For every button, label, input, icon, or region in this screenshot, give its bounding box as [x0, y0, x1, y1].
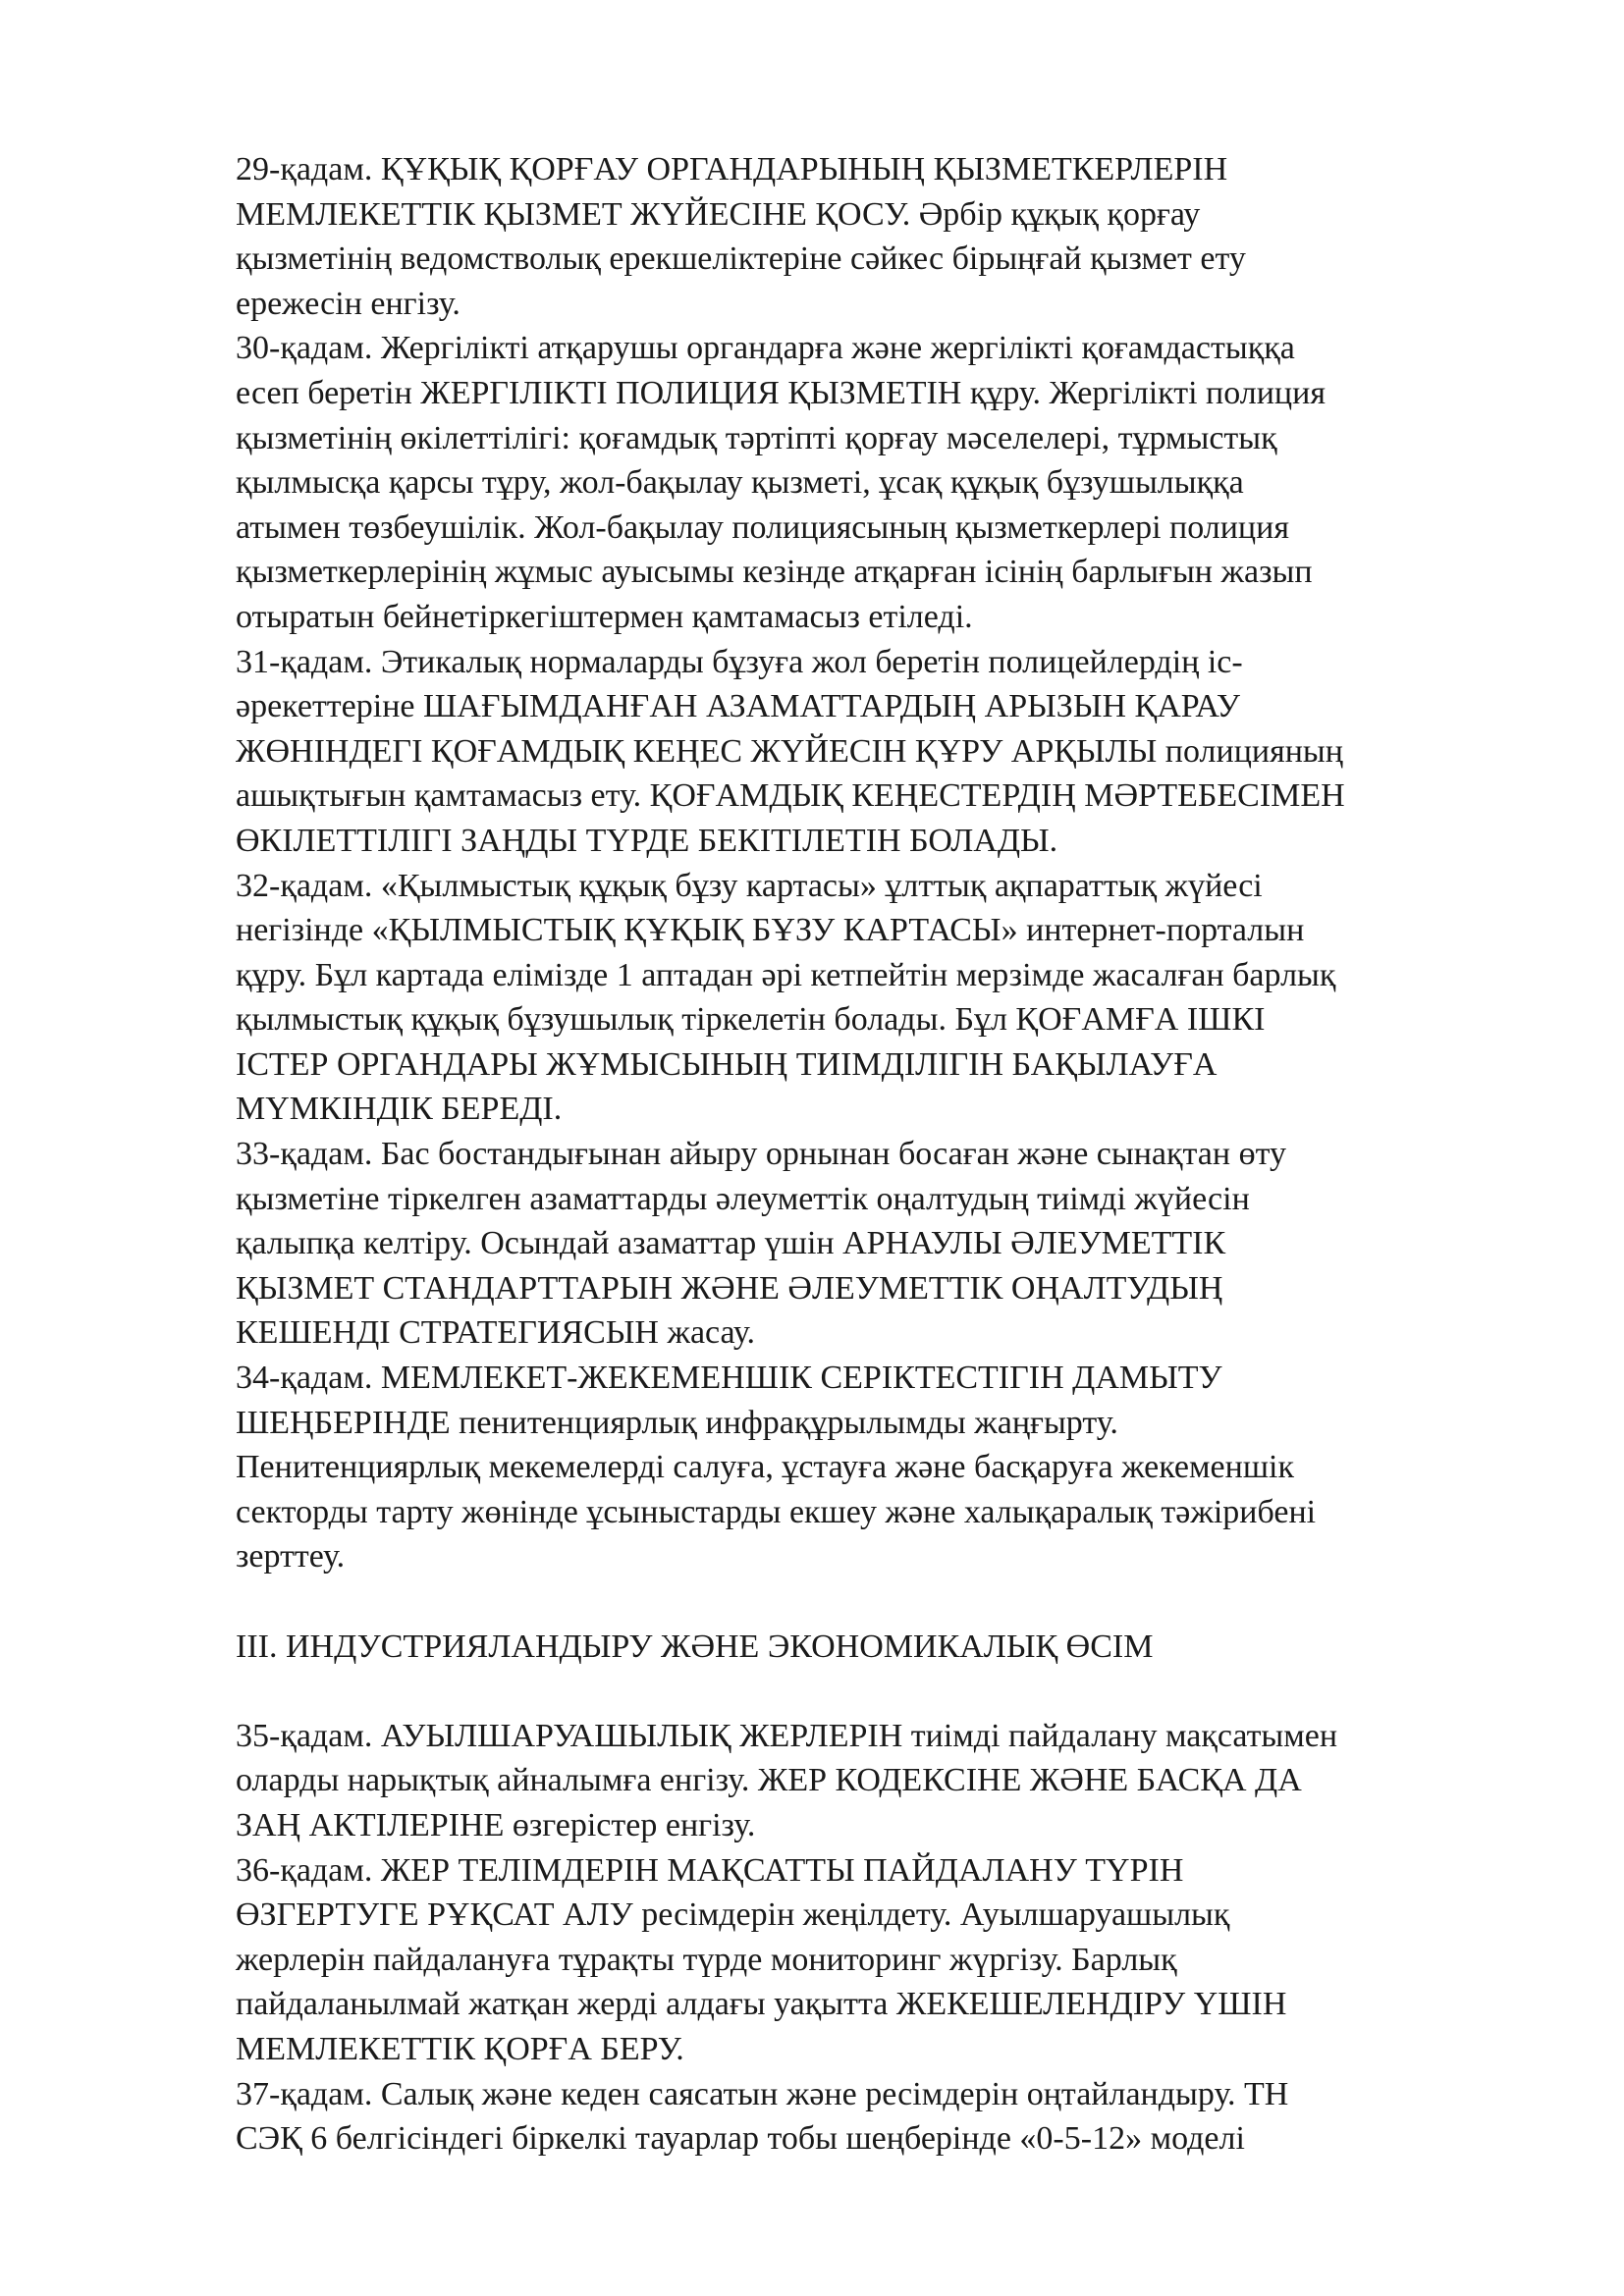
- step-37-line: СЭҚ 6 белгісіндегі біркелкі тауарлар тобы шеңберінде «0-5-12» моделі: [236, 2120, 1245, 2158]
- step-31-line: ӨКІЛЕТТІЛІГІ ЗАҢДЫ ТҮРДЕ БЕКІТІЛЕТІН БОЛАДЫ.: [236, 822, 1058, 859]
- step-33-line: қызметіне тіркелген азаматтарды әлеуметтік оңалтудың тиімді жүйесін: [236, 1180, 1250, 1217]
- step-36-line: жерлерін пайдалануға тұрақты түрде мониторинг жүргізу. Барлық: [236, 1941, 1177, 1978]
- step-36-line: 36-қадам. ЖЕР ТЕЛІМДЕРІН МАҚСАТТЫ ПАЙДАЛАНУ ТҮРІН: [236, 1851, 1184, 1889]
- step-33-paragraph: [236, 1132, 1532, 1356]
- blank-line: [236, 1669, 1532, 1714]
- step-33-line: ҚЫЗМЕТ СТАНДАРТТАРЫН ЖӘНЕ ӘЛЕУМЕТТІК ОҢАЛТУДЫҢ: [236, 1269, 1223, 1307]
- section-heading-text: III. ИНДУСТРИЯЛАНДЫРУ ЖӘНЕ ЭКОНОМИКАЛЫҚ ӨСІМ: [236, 1628, 1154, 1665]
- step-35-paragraph: [236, 1714, 1532, 1848]
- step-29-line: 29-қадам. ҚҰҚЫҚ ҚОРҒАУ ОРГАНДАРЫНЫҢ ҚЫЗМЕТКЕРЛЕРІН: [236, 151, 1228, 187]
- step-33-line: КЕШЕНДІ СТРАТЕГИЯСЫН жасау.: [236, 1314, 756, 1352]
- step-31-line: әрекеттеріне ШАҒЫМДАНҒАН АЗАМАТТАРДЫҢ АРЫЗЫН ҚАРАУ: [236, 688, 1240, 725]
- step-32-line: құру. Бұл картада елімізде 1 аптадан әрі кетпейтін мерзімде жасалған барлық: [236, 956, 1336, 993]
- step-31-paragraph: [236, 640, 1532, 864]
- step-30-line: есеп беретін ЖЕРГІЛІКТІ ПОЛИЦИЯ ҚЫЗМЕТІН құру. Жергілікті полиция: [236, 374, 1326, 411]
- step-29-line: МЕМЛЕКЕТТІК ҚЫЗМЕТ ЖҮЙЕСІНЕ ҚОСУ. Әрбір құқық қорғау: [236, 195, 1201, 233]
- step-32-line: МҮМКІНДІК БЕРЕДІ.: [236, 1091, 563, 1128]
- step-34-paragraph: [236, 1356, 1532, 1579]
- section-heading: [236, 1625, 1532, 1670]
- step-33-line: 33-қадам. Бас бостандығынан айыру орнынан босаған және сынақтан өту: [236, 1136, 1287, 1173]
- step-34-line: секторды тарту жөнінде ұсыныстарды екшеу және халықаралық тәжірибені: [236, 1493, 1317, 1530]
- step-32-line: қылмыстық құқық бұзушылық тіркелетін болады. Бұл ҚОҒАМҒА ІШКІ: [236, 1001, 1266, 1039]
- step-32-line: негізінде «ҚЫЛМЫСТЫҚ ҚҰҚЫҚ БҰЗУ КАРТАСЫ» интернет-порталын: [236, 912, 1305, 949]
- step-37-line: 37-қадам. Салық және кеден саясатын және ресімдерін оңтайландыру. ТН: [236, 2075, 1289, 2112]
- step-34-line: ШЕҢБЕРІНДЕ пенитенциярлық инфрақұрылымды жаңғырту.: [236, 1404, 1118, 1441]
- step-30-line: қызметкерлерінің жұмыс ауысымы кезінде атқарған ісінің барлығын жазып: [236, 554, 1313, 591]
- step-32-paragraph: [236, 864, 1532, 1133]
- step-29-line: ережесін енгізу.: [236, 285, 460, 322]
- step-30-paragraph: [236, 326, 1532, 639]
- step-35-line: ЗАҢ АКТІЛЕРІНЕ өзгерістер енгізу.: [236, 1806, 756, 1843]
- step-35-line: 35-қадам. АУЫЛШАРУАШЫЛЫҚ ЖЕРЛЕРІН тиімді пайдалану мақсатымен: [236, 1717, 1338, 1754]
- step-30-line: қылмысқа қарсы тұру, жол-бақылау қызметі, ұсақ құқық бұзушылыққа: [236, 464, 1244, 502]
- step-35-line: оларды нарықтық айналымға енгізу. ЖЕР КОДЕКСІНЕ ЖӘНЕ БАСҚА ДА: [236, 1762, 1302, 1799]
- step-36-line: ӨЗГЕРТУГЕ РҰҚСАТ АЛУ ресімдерін жеңілдету. Ауылшаруашылық: [236, 1896, 1230, 1934]
- step-30-line: 30-қадам. Жергілікті атқарушы органдарға және жергілікті қоғамдастыққа: [236, 330, 1295, 367]
- step-34-line: зерттеу.: [236, 1538, 346, 1575]
- step-32-line: ІСТЕР ОРГАНДАРЫ ЖҰМЫСЫНЫҢ ТИІМДІЛІГІН БАҚЫЛАУҒА: [236, 1045, 1218, 1083]
- step-30-line: отыратын бейнетіркегіштермен қамтамасыз етіледі.: [236, 598, 973, 635]
- step-31-line: ашықтығын қамтамасыз ету. ҚОҒАМДЫҚ КЕҢЕСТЕРДІҢ МӘРТЕБЕСІМЕН: [236, 777, 1345, 815]
- document-body: [236, 147, 1532, 2162]
- blank-line: [236, 1579, 1532, 1625]
- step-36-paragraph: [236, 1848, 1532, 2072]
- step-31-line: 31-қадам. Этикалық нормаларды бұзуға жол беретін полицейлердің іс-: [236, 643, 1243, 680]
- step-36-line: МЕМЛЕКЕТТІК ҚОРҒА БЕРУ.: [236, 2030, 684, 2067]
- step-29-line: қызметінің ведомстволық ерекшеліктеріне сәйкес бірыңғай қызмет ету: [236, 240, 1246, 278]
- step-34-line: 34-қадам. МЕМЛЕКЕТ-ЖЕКЕМЕНШІК СЕРІКТЕСТІГІН ДАМЫТУ: [236, 1360, 1222, 1397]
- step-31-line: ЖӨНІНДЕГІ ҚОҒАМДЫҚ КЕҢЕС ЖҮЙЕСІН ҚҰРУ АРҚЫЛЫ полицияның: [236, 732, 1343, 770]
- step-30-line: атымен төзбеушілік. Жол-бақылау полициясының қызметкерлері полиция: [236, 508, 1289, 546]
- step-34-line: Пенитенциярлық мекемелерді салуға, ұстауға және басқаруға жекеменшік: [236, 1449, 1294, 1486]
- step-33-line: қалыпқа келтіру. Осындай азаматтар үшін АРНАУЛЫ ӘЛЕУМЕТТІК: [236, 1225, 1226, 1262]
- step-30-line: қызметінің өкілеттілігі: қоғамдық тәртіпті қорғау мәселелері, тұрмыстық: [236, 419, 1277, 456]
- step-37-paragraph: [236, 2072, 1532, 2162]
- step-32-line: 32-қадам. «Қылмыстық құқық бұзу картасы» ұлттық ақпараттық жүйесі: [236, 867, 1263, 904]
- step-29-paragraph: [236, 147, 1532, 326]
- step-36-line: пайдаланылмай жатқан жерді алдағы уақытта ЖЕКЕШЕЛЕНДІРУ ҮШІН: [236, 1986, 1287, 2023]
